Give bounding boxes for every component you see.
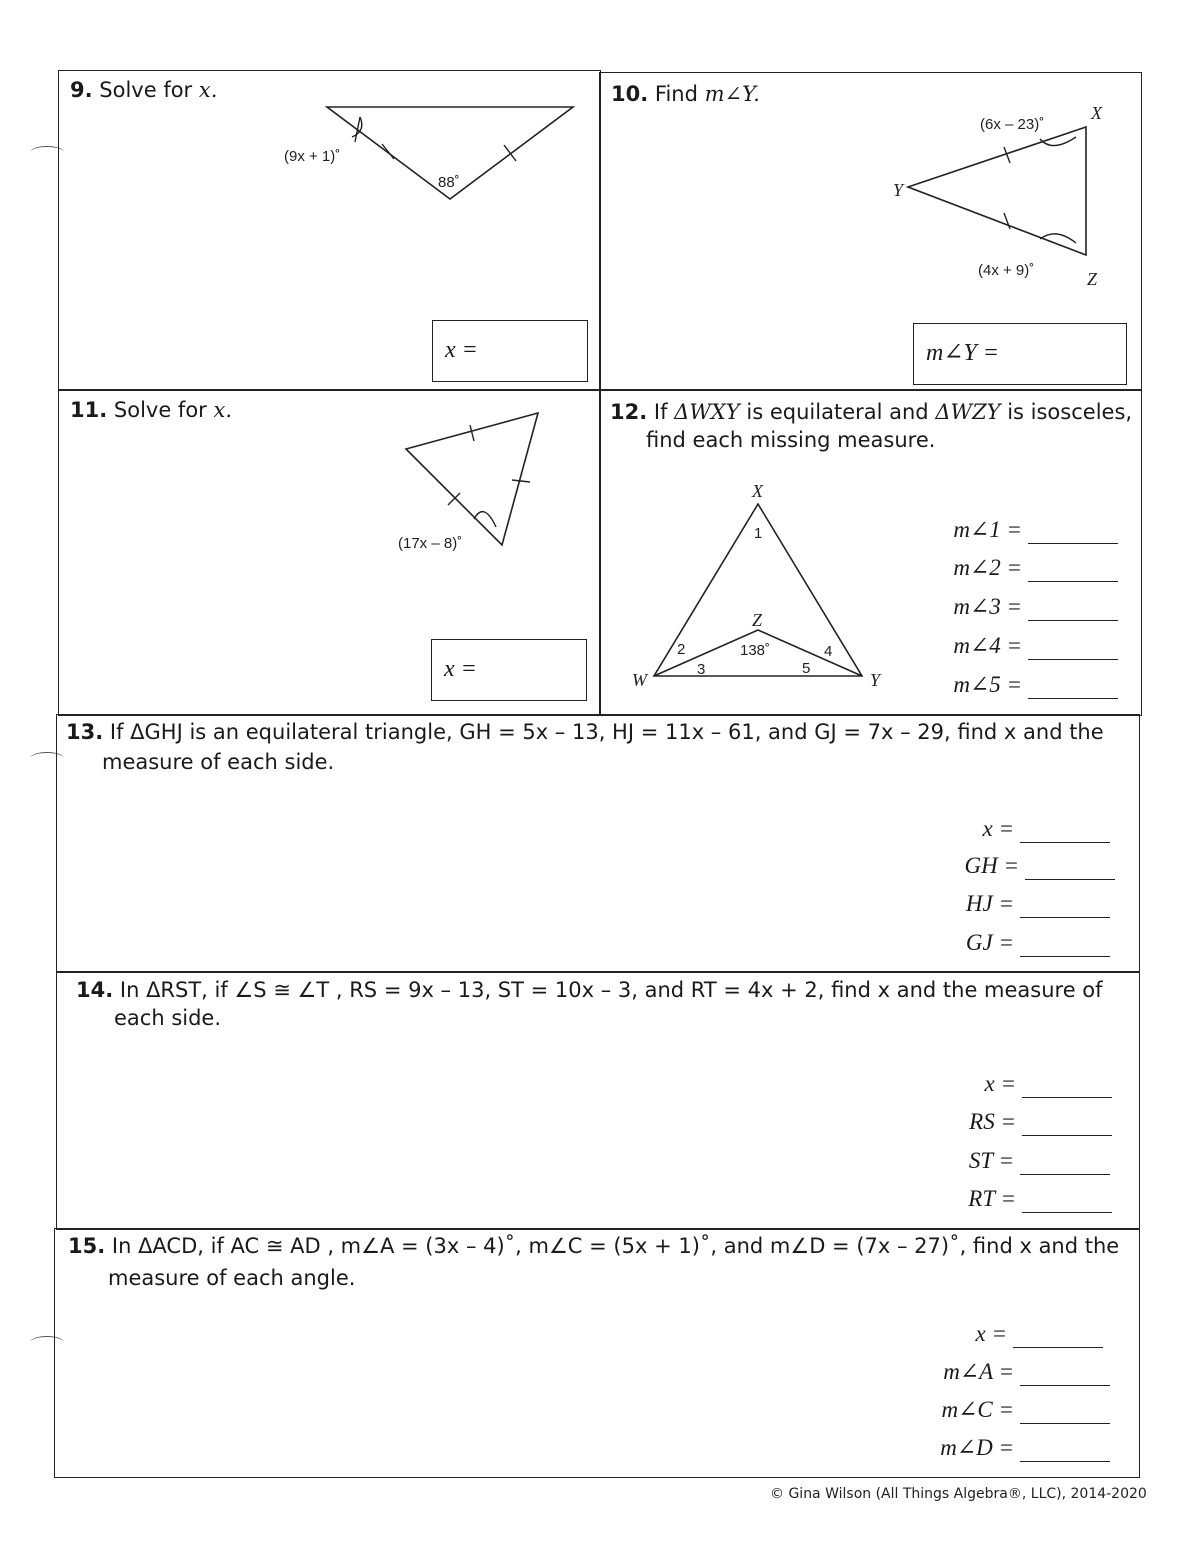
answer-label: x =	[975, 1321, 1007, 1346]
answer-box[interactable]: m∠Y =	[913, 323, 1127, 385]
answer-blank[interactable]	[1028, 639, 1118, 660]
answer-row	[900, 1396, 1110, 1424]
problem-12-line-1	[610, 398, 1132, 426]
answer-blank[interactable]	[1020, 1403, 1110, 1424]
answer-label: m∠D =	[940, 1435, 1014, 1460]
answer-row	[900, 929, 1110, 957]
answer-label: RT =	[968, 1186, 1016, 1211]
angle-number-1: 1	[754, 525, 763, 542]
answer-label: m∠4 =	[953, 633, 1022, 658]
answer-row	[950, 554, 1118, 582]
problem-15-line-2: measure of each angle.	[108, 1266, 356, 1290]
problem-text: In ΔACD, if AC ≅ AD , m∠A = (3x – 4)˚, m∠C = (5x + 1)˚, and m∠D = (7x – 27)˚, find x and the	[111, 1234, 1120, 1258]
tick-mark	[448, 493, 460, 505]
vertex-label-y: Y	[893, 180, 904, 200]
tick-mark	[1004, 213, 1010, 229]
answer-label: HJ =	[965, 891, 1014, 916]
answer-blank[interactable]	[1028, 678, 1118, 699]
answer-blank[interactable]	[1020, 1154, 1110, 1175]
angle-number-4: 4	[824, 643, 833, 660]
problem-14-line-2: each side.	[114, 1006, 222, 1030]
answer-row	[900, 1185, 1112, 1213]
answer-row	[900, 815, 1110, 843]
vertex-label-z: Z	[1087, 269, 1098, 289]
answer-row	[900, 1108, 1112, 1136]
answer-label: m∠A =	[943, 1359, 1014, 1384]
problem-text: In ΔRST, if ∠S ≅ ∠T , RS = 9x – 13, ST = 10x – 3, and RT = 4x + 2, find x and the measure of	[119, 978, 1103, 1002]
problem-13-line-2: measure of each side.	[102, 750, 335, 774]
problem-10-diagram	[880, 95, 1130, 295]
answer-blank[interactable]	[1028, 600, 1118, 621]
problem-prompt: Solve for	[113, 398, 207, 422]
angle-label: (17x – 8)˚	[398, 535, 463, 552]
problem-target: m∠Y.	[704, 82, 760, 106]
angle-number-5: 5	[802, 660, 811, 677]
answer-blank[interactable]	[1020, 897, 1110, 918]
triangle	[908, 127, 1086, 255]
answer-blank[interactable]	[1025, 859, 1115, 880]
answer-blank[interactable]	[1020, 822, 1110, 843]
answer-box[interactable]: x =	[432, 320, 588, 382]
problem-10-title	[611, 80, 760, 108]
tick-mark	[470, 425, 474, 441]
problem-number: 9.	[70, 78, 93, 102]
copyright-footer: © Gina Wilson (All Things Algebra®, LLC), 2014-2020	[770, 1486, 1147, 1502]
triangle-name: ΔWZY	[935, 400, 1001, 424]
problem-13-line-1	[66, 718, 1104, 746]
answer-label: GJ =	[965, 930, 1014, 955]
answer-box[interactable]: x =	[431, 639, 587, 701]
answer-row	[900, 1358, 1110, 1386]
answer-label: x =	[982, 816, 1014, 841]
answer-blank[interactable]	[1028, 523, 1118, 544]
answer-blank[interactable]	[1020, 1441, 1110, 1462]
answer-row	[900, 1070, 1112, 1098]
answer-row	[900, 890, 1110, 918]
problem-11-diagram	[390, 405, 550, 565]
problem-9-title	[70, 76, 217, 104]
problem-number: 11.	[70, 398, 108, 422]
problem-12-line-2: find each missing measure.	[646, 428, 936, 452]
vertex-label-z: Z	[752, 610, 763, 630]
angle-label-top: (6x – 23)˚	[980, 116, 1045, 133]
angle-label-bottom: 88˚	[438, 174, 460, 191]
answer-label: m∠3 =	[953, 594, 1022, 619]
answer-blank[interactable]	[1020, 1365, 1110, 1386]
angle-label-top: (9x + 1)˚	[284, 148, 341, 165]
tick-mark	[382, 144, 394, 159]
problem-14-line-1	[76, 976, 1103, 1004]
angle-number-2: 2	[677, 641, 686, 658]
angle-arc	[1040, 234, 1076, 243]
problem-11-title	[70, 396, 232, 424]
problem-15-line-1	[68, 1232, 1119, 1260]
answer-label: GH =	[964, 853, 1019, 878]
answer-blank[interactable]	[1013, 1327, 1103, 1348]
text-fragment: is isosceles,	[1000, 400, 1133, 424]
answer-row	[900, 1434, 1110, 1462]
angle-label-bottom: (4x + 9)˚	[978, 262, 1035, 279]
problem-text: If ΔGHJ is an equilateral triangle, GH = 5x – 13, HJ = 11x – 61, and GJ = 7x – 29, find x and the	[109, 720, 1104, 744]
answer-row	[900, 1147, 1110, 1175]
tick-mark	[504, 145, 516, 161]
answer-blank[interactable]	[1022, 1077, 1112, 1098]
answer-row	[950, 671, 1118, 699]
angle-label-z: 138˚	[740, 642, 771, 659]
problem-prompt: Find	[654, 82, 698, 106]
problem-number: 12.	[610, 400, 648, 424]
triangle-name: ΔWXY	[674, 400, 740, 424]
problem-prompt: Solve for	[99, 78, 193, 102]
tick-mark	[512, 480, 530, 482]
answer-row	[900, 1320, 1103, 1348]
answer-label: m∠1 =	[953, 517, 1022, 542]
problem-number: 15.	[68, 1234, 106, 1258]
answer-row	[950, 516, 1118, 544]
problem-9-diagram	[270, 95, 590, 215]
answer-label: x =	[984, 1071, 1016, 1096]
problem-number: 14.	[76, 978, 114, 1002]
problem-12-diagram	[622, 478, 902, 693]
answer-row	[900, 852, 1115, 880]
problem-number: 10.	[611, 82, 649, 106]
vertex-label-x: X	[752, 481, 763, 501]
angle-number-3: 3	[697, 661, 706, 678]
text-fragment: If	[653, 400, 675, 424]
vertex-label-y: Y	[870, 670, 881, 690]
answer-row	[950, 593, 1118, 621]
answer-blank[interactable]	[1020, 936, 1110, 957]
problem-variable: x.	[213, 398, 233, 422]
vertex-label-x: X	[1091, 103, 1102, 123]
answer-label: m∠2 =	[953, 555, 1022, 580]
problem-number: 13.	[66, 720, 104, 744]
answer-row	[950, 632, 1118, 660]
problem-variable: x.	[198, 78, 218, 102]
answer-blank[interactable]	[1028, 561, 1118, 582]
text-fragment: is equilateral and	[739, 400, 936, 424]
answer-label: ST =	[968, 1148, 1014, 1173]
answer-label: RS =	[969, 1109, 1016, 1134]
answer-blank[interactable]	[1022, 1192, 1112, 1213]
answer-label: m∠5 =	[953, 672, 1022, 697]
answer-blank[interactable]	[1022, 1115, 1112, 1136]
vertex-label-w: W	[632, 670, 647, 690]
answer-label: m∠C =	[941, 1397, 1014, 1422]
